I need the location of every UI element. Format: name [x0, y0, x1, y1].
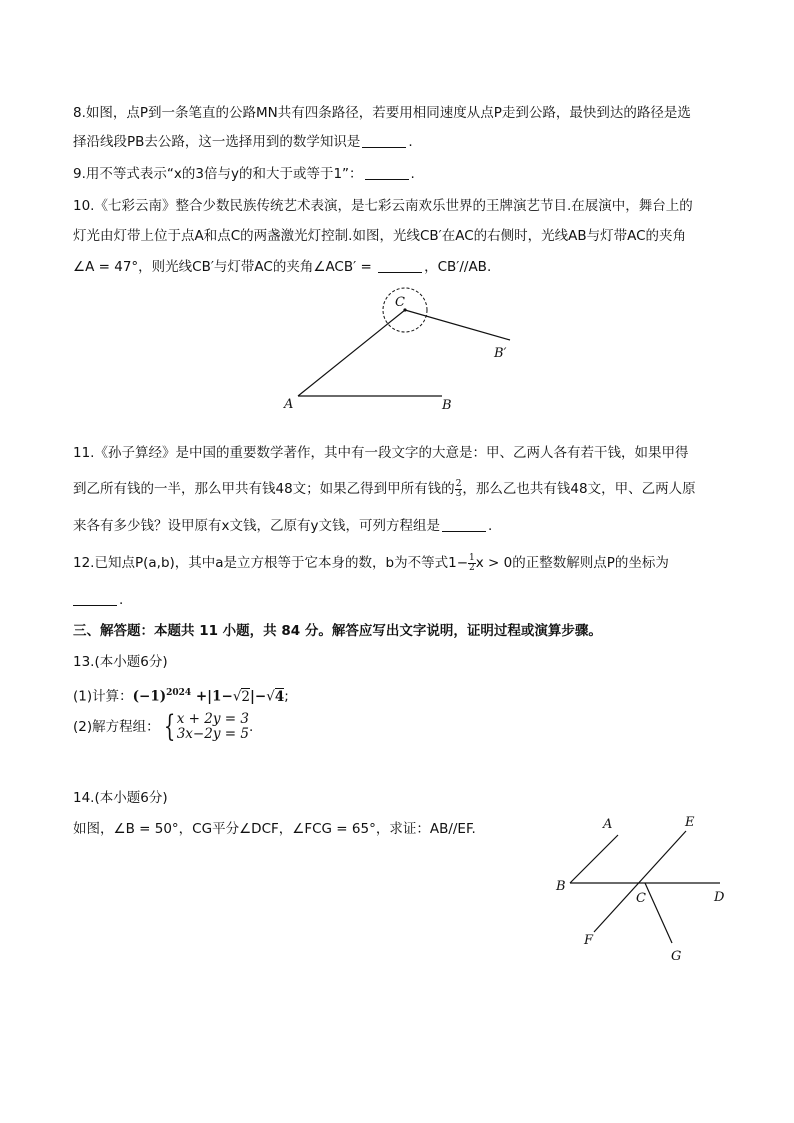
q13-header: 13.(本小题6分) — [73, 654, 168, 670]
q10-label-b: B — [442, 398, 452, 413]
q14-figure — [550, 808, 740, 968]
q13-sqrt-arg-2: 4 — [274, 688, 285, 705]
q12-fraction — [468, 554, 476, 573]
q13-brace: { — [163, 709, 175, 744]
q12-frac-num: 1 — [469, 552, 475, 563]
q12-line2 — [73, 590, 723, 610]
q11-end: . — [487, 518, 493, 534]
q13-eq2: 3x−2y = 5 — [176, 726, 249, 742]
q14-line-fe — [594, 831, 686, 932]
q14-label-g: G — [671, 949, 682, 964]
q8-answer-blank[interactable] — [362, 133, 406, 148]
q10-label-a: A — [284, 397, 294, 412]
q13-part2 — [73, 709, 723, 744]
q10-label-bprime: B′ — [494, 346, 507, 361]
q11-line3-text: 来各有多少钱？设甲原有x文钱，乙原有y文钱，可列方程组是 — [73, 518, 440, 534]
q11-line2b: ，那么乙也共有钱48文，甲、乙两人原 — [462, 481, 696, 497]
q14-label-c: C — [636, 891, 646, 906]
q14-label-b: B — [556, 879, 566, 894]
q14-text: 如图，∠B = 50°，CG平分∠DCF，∠FCG = 65°，求证：AB//EF. — [73, 821, 476, 837]
q11-line2a: 到乙所有钱的一半，那么甲共有钱48文；如果乙得到甲所有钱的 — [73, 481, 455, 497]
q13-system — [177, 712, 249, 742]
q12-answer-blank[interactable] — [73, 591, 117, 606]
q11-answer-blank[interactable] — [442, 517, 486, 532]
q13-p2-end: . — [248, 719, 254, 735]
q8-line2-text: 择沿线段PB去公路，这一选择用到的数学知识是 — [73, 134, 361, 150]
q9-answer-blank[interactable] — [365, 165, 409, 180]
q14-label-f: F — [584, 933, 594, 948]
q13-p1-expr-b: +|1− — [191, 688, 233, 705]
q14-header: 14.(本小题6分) — [73, 790, 168, 806]
q10-figure — [270, 282, 530, 417]
q9-end: . — [410, 166, 415, 182]
q13-p2-label: (2)解方程组： — [73, 719, 160, 735]
q13-p1-expr-a: (−1) — [132, 688, 167, 705]
q13-p1-expr-c: |− — [250, 688, 267, 705]
section3-title: 三、解答题：本题共 11 小题，共 84 分。解答应写出文字说明，证明过程或演算步骤。 — [73, 623, 602, 639]
q10-label-c: C — [395, 295, 405, 310]
q14-label-e: E — [685, 815, 695, 830]
q13-p1-label: (1)计算： — [73, 688, 133, 705]
q11-frac-den: 3 — [455, 488, 462, 499]
q13-p1-end: ; — [284, 688, 289, 705]
q13-p1-exponent: 2024 — [166, 688, 192, 698]
q11-line2 — [73, 479, 723, 499]
q12-end: . — [119, 592, 124, 608]
q12-line1b: x > 0的正整数解则点P的坐标为 — [475, 555, 669, 571]
q11-line3 — [73, 516, 723, 536]
q8-line1: 8.如图，点P到一条笔直的公路MN共有四条路径，若要用相同速度从点P走到公路，最快到达的路径是选 — [73, 105, 691, 121]
q10-line3a: ∠A = 47°，则光线CB′与灯带AC的夹角∠ACB′ = — [73, 259, 372, 275]
q13-sqrt-arg-1: 2 — [241, 688, 251, 705]
q13-part1 — [73, 683, 723, 707]
q13-eq1: x + 2y = 3 — [176, 711, 249, 727]
q13-sqrt-sign-1: √ — [232, 688, 242, 705]
q10-answer-blank[interactable] — [378, 258, 422, 273]
q8-end: . — [408, 134, 413, 150]
q13-sqrt-sign-2: √ — [266, 688, 275, 705]
q10-line2: 灯光由灯带上位于点A和点C的两盏激光灯控制.如图，光线CB′在AC的右侧时，光线AB与灯带AC的夹角 — [73, 228, 687, 244]
q12-frac-den: 2 — [469, 562, 475, 573]
q10-line-ac — [298, 310, 405, 396]
q14-label-a: A — [603, 817, 613, 832]
q10-line3 — [73, 257, 723, 277]
q9-text: 9.用不等式表示“x的3倍与y的和大于或等于1”： — [73, 166, 363, 182]
q9-line — [73, 164, 723, 184]
q11-line1: 11.《孙子算经》是中国的重要数学著作，其中有一段文字的大意是：甲、乙两人各有若干钱，如果甲得 — [73, 445, 689, 461]
q14-line-cg — [645, 883, 672, 943]
q12-line1a: 12.已知点P(a,b)，其中a是立方根等于它本身的数，b为不等式1− — [73, 555, 469, 571]
q10-line1: 10.《七彩云南》整合少数民族传统艺术表演，是七彩云南欢乐世界的王牌演艺节目.在展演中，舞台上的 — [73, 198, 693, 214]
q12-line1 — [73, 553, 723, 573]
q14-label-d: D — [714, 890, 725, 905]
q14-line-ba — [570, 835, 618, 883]
q11-frac-num: 2 — [455, 478, 462, 489]
q10-line3b: ，CB′//AB. — [424, 259, 492, 275]
q8-line2 — [73, 132, 723, 152]
